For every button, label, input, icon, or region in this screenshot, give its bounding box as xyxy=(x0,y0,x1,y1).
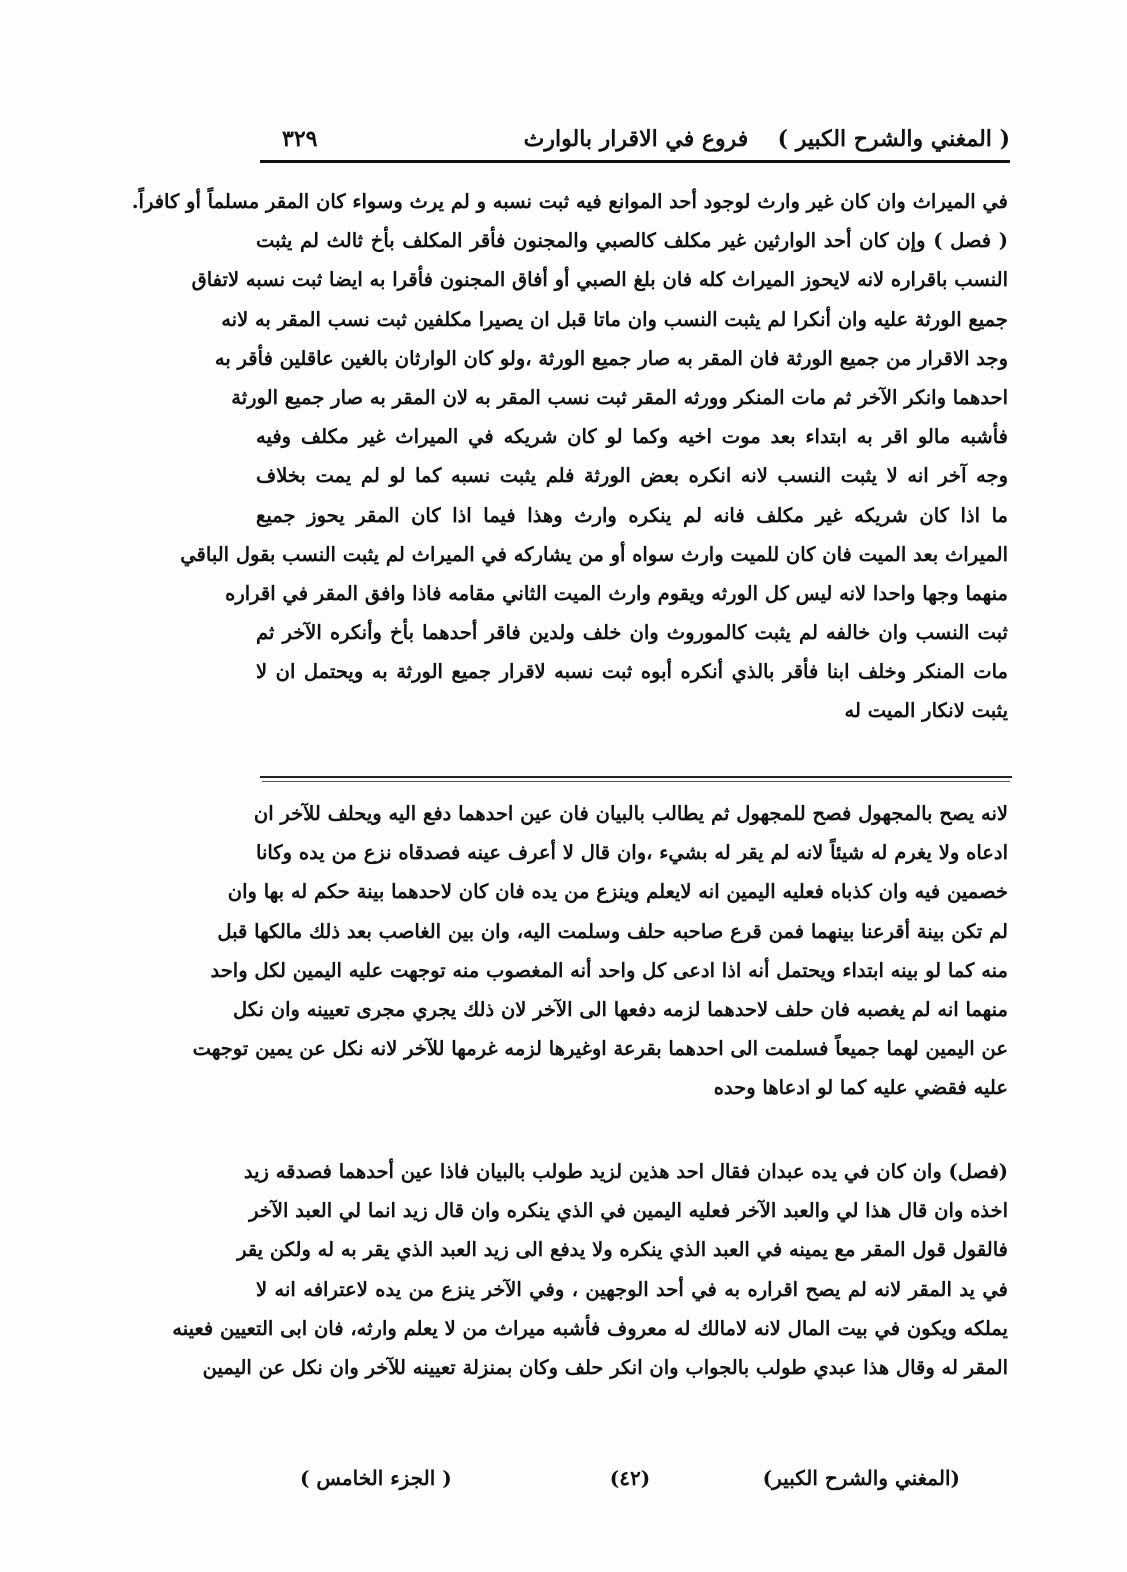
text-line: النسب باقراره لانه لايحوز الميراث كله فان بلغ الصبي أو أفاق المجنون فأقرا به ايضا ثبت نسبه لاتفاق xyxy=(191,268,1008,292)
text-line: وجد الاقرار من جميع الورثة فان المقر به صار جميع الورثة ،ولو كان الوارثان بالغين عاقلين فأقر به xyxy=(214,346,1008,370)
header-rule xyxy=(260,160,1010,163)
text-line: فالقول قول المقر مع يمينه في العبد الذي ينكره ولا يدفع الى زيد العبد الذي يقر به له ولكن يقر xyxy=(237,1238,1008,1262)
text-line: منه كما لو بينه ابتداء ويحتمل أنه اذا ادعى كل واحد أنه المغصوب منه توجهت عليه اليمين لكل واحد xyxy=(210,958,1008,982)
text-line: ادعاه ولا يغرم له شيئاً لانه لم يقر له بشيء ،وان قال لا أعرف عينه فصدقاه نزع من يده وكانا xyxy=(256,841,1008,865)
footnote-separator xyxy=(260,776,1012,778)
text-line: عليه فقضي عليه كما لو ادعاها وحده xyxy=(713,1076,1008,1100)
commentary-text xyxy=(192,794,1008,1108)
text-line: ( فصل ) وإن كان أحد الوارثين غير مكلف كالصبي والمجنون فأقر المكلف بأخ ثالث لم يثبت xyxy=(256,229,1008,253)
header-section-title: فروع في الاقرار بالوارث xyxy=(523,126,749,152)
signature-number: (٤٢) xyxy=(609,1466,651,1490)
page-footer xyxy=(300,1466,960,1500)
text-line: منهما وجها واحدا لانه ليس كل الورثه ويقوم وارث الميت الثاني مقامه فاذا وافق المقر في اقراره xyxy=(225,581,1008,605)
text-line: في يد المقر لانه لم يصح اقراره به في أحد الوجهين ، وفي الآخر ينزع من يده لاعترافه انه لا xyxy=(256,1277,1008,1301)
text-line: الميراث بعد الميت فان كان للميت وارث سواه أو من يشاركه في الميراث لم يثبت النسب بقول الباقي xyxy=(180,542,1008,566)
text-line: عن اليمين لهما جميعاً فسلمت الى احدهما بقرعة اوغيرها لزمه غرمها للآخر لانه نكل عن يمين توجهت xyxy=(192,1037,1008,1061)
text-line: في الميراث وان كان غير وارث لوجود أحد الموانع فيه ثبت نسبه و لم يرث وسواء كان المقر مسلماً أو كافراً. xyxy=(131,190,1008,213)
page-number: ٣٢٩ xyxy=(282,126,318,152)
footer-book-title: (المغني والشرح الكبير) xyxy=(762,1466,960,1490)
commentary-fasl-section xyxy=(172,1152,1008,1387)
text-line: احدهما وانكر الآخر ثم مات المنكر وورثه المقر ثبت نسب المقر به لان المقر به صار جميع الورثة xyxy=(231,385,1008,409)
text-line: اخذه وان قال هذا لي والعبد الآخر فعليه اليمين في الذي ينكره وان قال زيد انما لي العبد الآخر xyxy=(249,1199,1008,1223)
main-text xyxy=(131,182,1008,731)
text-line: المقر له وقال هذا عبدي طولب بالجواب وان انكر حلف وكان بمنزلة تعيينه للآخر وان نكل عن اليمين xyxy=(202,1355,1008,1379)
footnote-separator-thin xyxy=(262,781,1010,782)
text-line: يثبت لانكار الميت له xyxy=(844,699,1008,723)
text-line: منهما انه لم يغصبه فان حلف لاحدهما لزمه دفعها الى الآخر لان ذلك يجري مجرى تعيينه وان نكل xyxy=(233,997,1008,1021)
running-header xyxy=(262,122,1010,158)
text-line: (فصل) وان كان في يده عبدان فقال احد هذين لزيد طولب بالبيان فاذا عين أحدهما فصدقه زيد xyxy=(243,1160,1008,1183)
text-line: ثبت النسب وان خالفه لم يثبت كالموروث وان خلف ولدين فاقر أحدهما بأخ وأنكره الآخر ثم xyxy=(256,621,1008,645)
text-line: يملكه ويكون في بيت المال لانه لامالك له معروف فأشبه ميراث من لا يعلم وارثه، فان ابى التعيين فعينه xyxy=(172,1316,1008,1340)
text-line: لم تكن بينة أقرعنا بينهما فمن قرع صاحبه حلف وسلمت اليه، وان بين الغاصب بعد ذلك مالكها قبل xyxy=(217,919,1008,943)
text-line: جميع الورثة عليه وان أنكرا لم يثبت النسب وان ماتا قبل ان يصيرا مكلفين ثبت نسب المقر به لانه xyxy=(221,307,1008,331)
header-book-title: ( المغني والشرح الكبير ) xyxy=(777,126,1010,152)
text-line: وجه آخر انه لا يثبت النسب لانه انكره بعض الورثة فلم يثبت نسبه كما لو لم يمت بخلاف xyxy=(256,464,1008,488)
text-line: ما اذا كان شريكه غير مكلف فانه لم ينكره وارث وهذا فيما اذا كان المقر يحوز جميع xyxy=(256,503,1008,527)
text-line: لانه يصح بالمجهول فصح للمجهول ثم يطالب بالبيان فان عين احدهما دفع اليه ويحلف للآخر ان xyxy=(253,802,1008,825)
text-line: خصمين فيه وان كذباه فعليه اليمين انه لايعلم وينزع من يده فان كان لاحدهما بينة حكم له بها وان xyxy=(227,880,1008,904)
text-line: مات المنكر وخلف ابنا فأقر بالذي أنكره أبوه ثبت نسبه لاقرار جميع الورثة به ويحتمل ان لا xyxy=(256,660,1008,684)
text-line: فأشبه مالو اقر به ابتداء بعد موت اخيه وكما لو كان شريكه في الميراث غير مكلف وفيه xyxy=(256,425,1008,449)
footer-volume: ( الجزء الخامس ) xyxy=(300,1466,452,1490)
